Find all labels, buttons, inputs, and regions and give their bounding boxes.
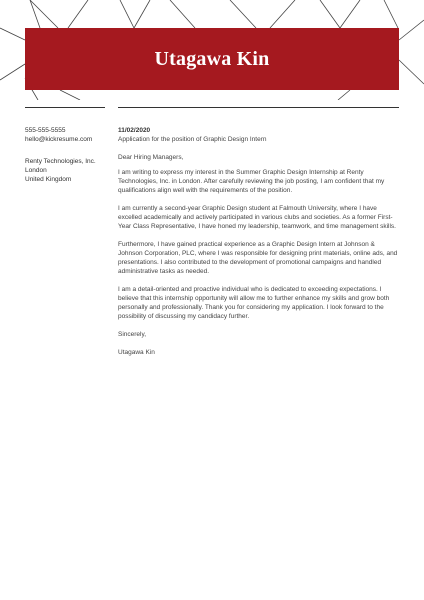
applicant-name: Utagawa Kin (154, 47, 270, 70)
contact-block (25, 126, 115, 184)
divider-right (118, 107, 399, 108)
salutation: Dear Hiring Managers, (118, 154, 184, 161)
company-text: Renty Technologies, Inc. (25, 158, 96, 165)
paragraph: I am writing to express my interest in the Summer Graphic Design Internship at Renty Technologies, Inc. in London. After carefully reviewing the job posting, I am confident that my qualifications align well with the requirements of the position. (118, 169, 385, 194)
paragraph: Furthermore, I have gained practical experience as a Graphic Design Intern at Johnson & Johnson Corporation, PLC, where I was responsible for designing print materials, online ads, and presentations. I also contributed to the development of promotional campaigns and handled administrative tasks as needed. (118, 241, 398, 275)
phone-text: 555-555-5555 (25, 127, 66, 134)
header-band (25, 28, 399, 90)
divider-left (25, 107, 105, 108)
closing: Sincerely, (118, 331, 147, 338)
signature: Utagawa Kin (118, 349, 155, 356)
letter-body (118, 126, 400, 357)
paragraph: I am a detail-oriented and proactive individual who is dedicated to exceeding expectations. I believe that this internship opportunity will allow me to further enhance my skills and grow both personally and professionally. Thank you for considering my application. I look forward to the possibility of discussing my candidacy further. (118, 286, 390, 320)
email-text: hello@kickresume.com (25, 136, 93, 143)
city-text: London (25, 167, 47, 174)
letter-date: 11/02/2020 (118, 127, 151, 134)
country-text: United Kingdom (25, 176, 72, 183)
paragraph: I am currently a second-year Graphic Design student at Falmouth University, where I have excelled academically and actively participated in various clubs and societies. As a former First-Year Class Representative, I have honed my leadership, teamwork, and time management skills. (118, 205, 396, 230)
letter-subject: Application for the position of Graphic Design Intern (118, 136, 267, 143)
